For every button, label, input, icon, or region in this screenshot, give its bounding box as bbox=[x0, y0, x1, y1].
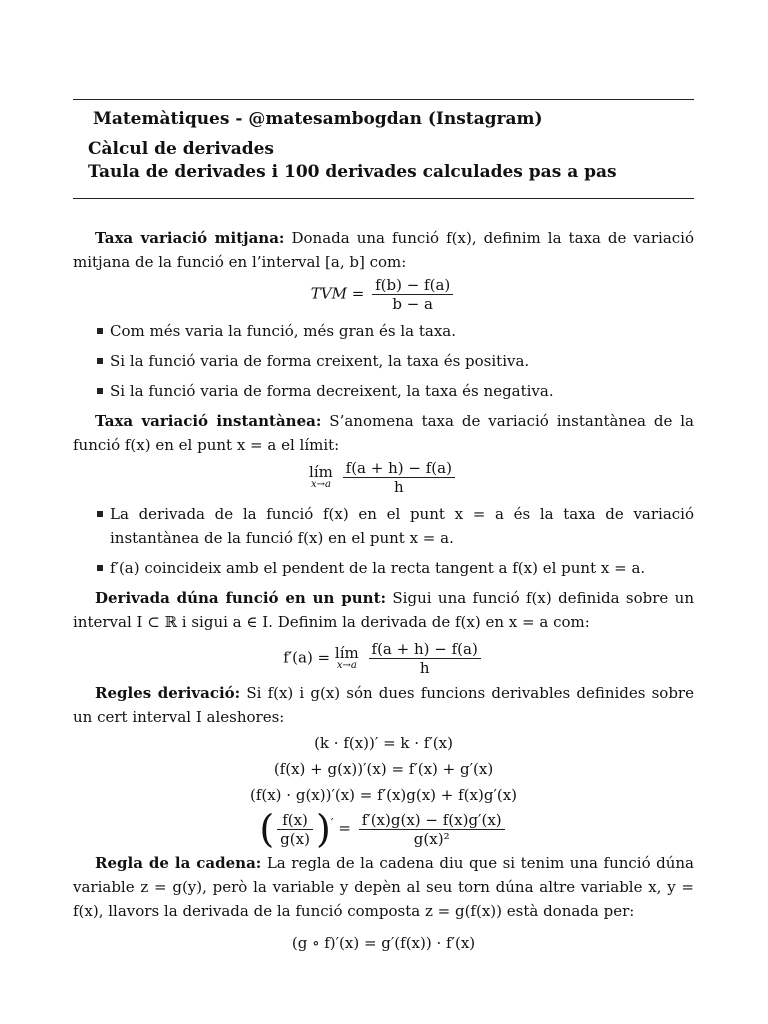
list-item-text: La derivada de la funció f(x) en el punt x = a és la taxa de variació instantànea de la funció f(x) en el punt x = a. bbox=[110, 505, 694, 547]
tvm-formula-lhs: TVM = bbox=[310, 284, 365, 303]
tvm-paragraph bbox=[73, 226, 694, 274]
quotient-inner-numerator: f(x) bbox=[282, 810, 308, 829]
cadena-text: La regla de la cadena diu que si tenim una funció dúna variable z = g(y), però la variable y depèn al seu torn dúna altre variable x, y = f(x), llavors la derivada de la funció composta z = g(f(x)) està donada per: bbox=[73, 854, 694, 920]
derivada-text: Sigui una funció f(x) definida sobre un interval I ⊂ ℝ i sigui a ∈ I. Definim la derivada de f(x) en x = a com: bbox=[73, 589, 694, 631]
regles-heading: Regles derivació: bbox=[95, 684, 241, 702]
regles-paragraph bbox=[73, 681, 694, 729]
bullet-icon bbox=[97, 565, 103, 571]
quotient-inner-fraction bbox=[277, 811, 313, 848]
limit-subscript: x→a bbox=[310, 479, 331, 490]
list-item bbox=[73, 349, 694, 373]
right-paren: ) bbox=[315, 807, 331, 851]
derivada-numerator: f(a + h) − f(a) bbox=[371, 640, 478, 658]
quotient-numerator: f′(x)g(x) − f(x)g′(x) bbox=[361, 810, 502, 829]
tvi-limit bbox=[309, 465, 333, 490]
derivada-formula-lhs: f′(a) = bbox=[283, 648, 331, 667]
tvm-text: Donada una funció f(x), definim la taxa de variació mitjana de la funció en l’interval [a, b] com: bbox=[73, 229, 694, 271]
tvm-bullet-list bbox=[73, 319, 694, 403]
rule-constant: (k · f(x))′ = k · f′(x) bbox=[314, 734, 453, 752]
quotient-denominator: g(x)² bbox=[359, 829, 505, 848]
tvm-numerator: f(b) − f(a) bbox=[375, 276, 451, 294]
tvi-bullet-list bbox=[73, 502, 694, 580]
header-description: Taula de derivades i 100 derivades calculades pas a pas bbox=[88, 162, 617, 182]
cadena-heading: Regla de la cadena: bbox=[95, 854, 262, 872]
tvi-denominator: h bbox=[343, 477, 455, 496]
bullet-icon bbox=[97, 328, 103, 334]
header-title: Matemàtiques - @matesambogdan (Instagram) bbox=[93, 109, 543, 129]
list-item bbox=[73, 556, 694, 580]
list-item bbox=[73, 502, 694, 550]
tvm-denominator: b − a bbox=[372, 294, 453, 313]
tvm-formula bbox=[73, 276, 694, 313]
rule-product: (f(x) · g(x))′(x) = f′(x)g(x) + f(x)g′(x) bbox=[249, 786, 518, 804]
regles-text: Si f(x) i g(x) són dues funcions derivables definides sobre un cert interval I aleshores: bbox=[73, 684, 694, 726]
derivada-denominator: h bbox=[369, 658, 481, 677]
bullet-icon bbox=[97, 388, 103, 394]
rule-sum: (f(x) + g(x))′(x) = f′(x) + g′(x) bbox=[273, 760, 494, 778]
header-subtitle: Càlcul de derivades bbox=[88, 139, 274, 159]
quotient-fraction bbox=[359, 811, 505, 848]
tvi-paragraph bbox=[73, 409, 694, 457]
tvm-fraction bbox=[372, 276, 453, 313]
list-item-text: f′(a) coincideix amb el pendent de la recta tangent a f(x) el punt x = a. bbox=[110, 559, 646, 577]
tvi-formula bbox=[73, 459, 694, 496]
tvi-heading: Taxa variació instantànea: bbox=[95, 412, 322, 430]
list-item-text: Si la funció varia de forma decreixent, la taxa és negativa. bbox=[110, 382, 554, 400]
limit-label: lím bbox=[334, 644, 359, 662]
quotient-inner-denominator: g(x) bbox=[277, 829, 313, 848]
limit-label: lím bbox=[309, 463, 333, 481]
document-body bbox=[73, 226, 694, 957]
list-item-text: Com més varia la funció, més gran és la taxa. bbox=[110, 322, 457, 340]
bullet-icon bbox=[97, 511, 103, 517]
list-item bbox=[73, 319, 694, 343]
chain-rule-formula: (g ∘ f)′(x) = g′(f(x)) · f′(x) bbox=[291, 934, 476, 952]
derivada-paragraph bbox=[73, 586, 694, 634]
bottom-rule bbox=[73, 198, 694, 199]
derivada-limit bbox=[335, 646, 359, 671]
cadena-paragraph bbox=[73, 851, 694, 923]
left-paren: ( bbox=[259, 807, 275, 851]
derivada-formula bbox=[73, 640, 694, 677]
top-rule bbox=[73, 99, 694, 100]
limit-subscript: x→a bbox=[336, 660, 357, 671]
derivada-heading: Derivada dúna funció en un punt: bbox=[95, 589, 387, 607]
tvi-numerator: f(a + h) − f(a) bbox=[345, 459, 452, 477]
bullet-icon bbox=[97, 358, 103, 364]
prime-mark: ′ bbox=[330, 815, 334, 830]
rule-quotient bbox=[73, 809, 694, 849]
derivada-fraction bbox=[369, 640, 481, 677]
tvi-text: S’anomena taxa de variació instantànea de la funció f(x) en el punt x = a el límit: bbox=[73, 412, 694, 454]
equals-sign: = bbox=[338, 819, 351, 837]
list-item bbox=[73, 379, 694, 403]
list-item-text: Si la funció varia de forma creixent, la taxa és positiva. bbox=[110, 352, 530, 370]
tvm-heading: Taxa variació mitjana: bbox=[95, 229, 285, 247]
tvi-fraction bbox=[343, 459, 455, 496]
